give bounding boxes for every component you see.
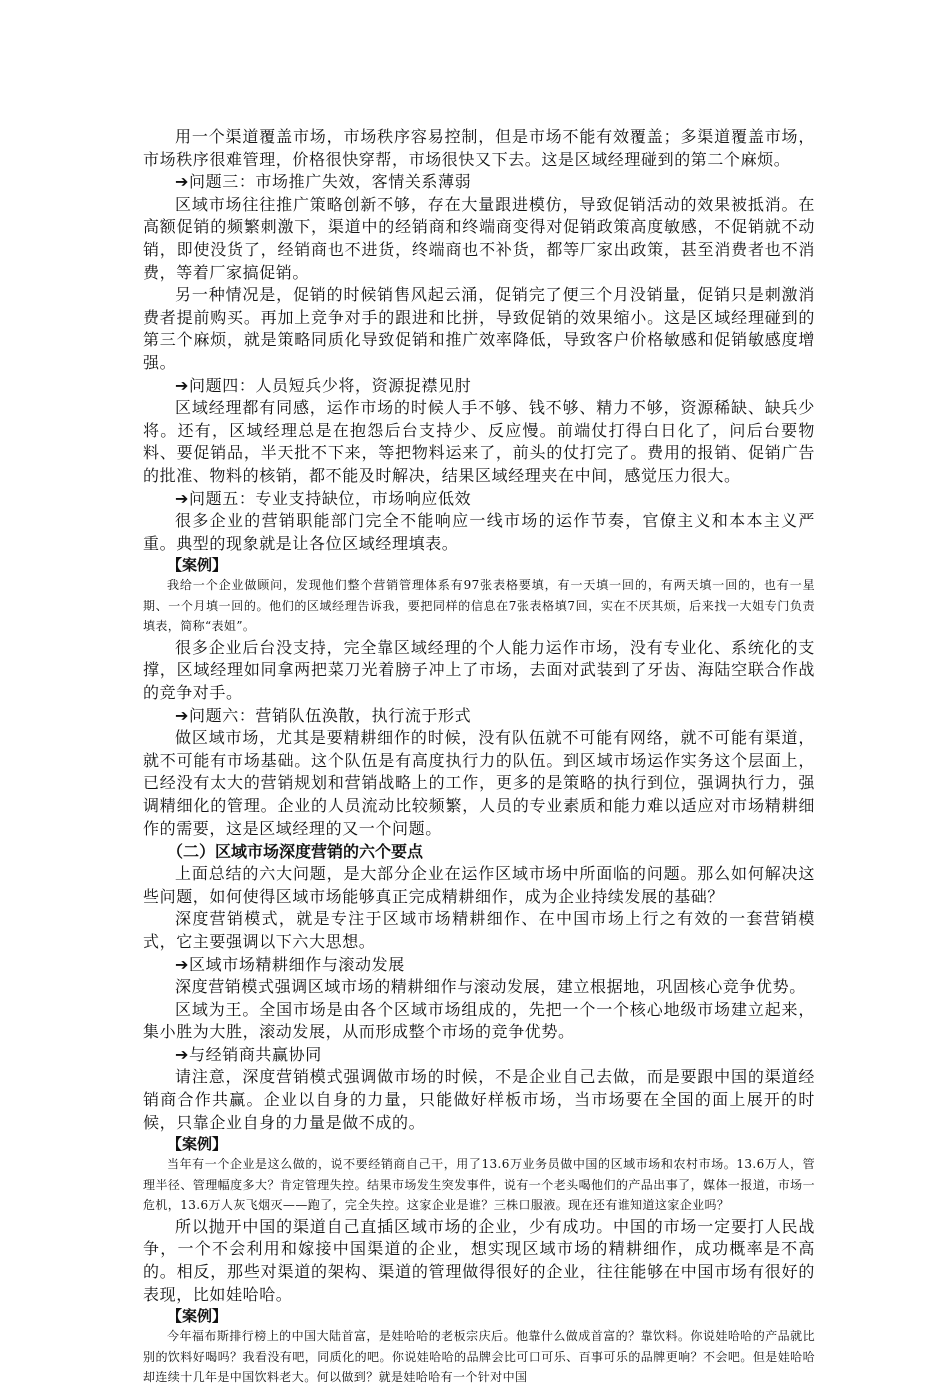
- case-label: 【案例】: [167, 1307, 228, 1326]
- document-page: [143, 126, 815, 1388]
- case-label: 【案例】: [167, 556, 228, 575]
- paragraph: 区域经理都有同感，运作市场的时候人手不够、钱不够、精力不够，资源稀缺、缺兵少将。还有，区域经理总是在抱怨后台支持少、反应慢。前端仗打得白日化了，问后台要物料、要促销品，半天批不下来，等把物料运来了，前头的仗打完了。费用的报销、促销广告的批准、物料的核销，都不能及时解决，结果区域经理夹在中间，感觉压力很大。: [143, 398, 815, 485]
- case-text: 今年福布斯排行榜上的中国大陆首富，是娃哈哈的老板宗庆后。他靠什么做成首富的？靠饮料。你说娃哈哈的产品就比别的饮料好喝吗？我看没有吧，同质化的吧。你说娃哈哈的品牌会比可口可乐、百事可乐的品牌更响？不会吧。但是娃哈哈却连续十几年是中国饮料老大。何以做到？就是娃哈哈有一个针对中国: [143, 1329, 815, 1385]
- arrow-icon: ➔: [175, 375, 190, 395]
- subheading: [143, 1044, 815, 1067]
- paragraph: 请注意，深度营销模式强调做市场的时候，不是企业自己去做，而是要跟中国的渠道经销商合作共赢。企业以自身的力量，只能做好样板市场，当市场要在全国的面上展开的时候，只靠企业自身的力量是做不成的。: [143, 1067, 815, 1132]
- arrow-icon: ➔: [175, 488, 190, 508]
- paragraph: 深度营销模式强调区域市场的精耕细作与滚动发展，建立根据地，巩固核心竞争优势。: [175, 977, 806, 997]
- paragraph: 用一个渠道覆盖市场，市场秩序容易控制，但是市场不能有效覆盖；多渠道覆盖市场，市场秩序很难管理，价格很快穿帮，市场很快又下去。这是区域经理碰到的第二个麻烦。: [143, 127, 815, 169]
- paragraph: 区域市场往往推广策略创新不够，存在大量跟进模仿，导致促销活动的效果被抵消。在高额促销的频繁刺激下，渠道中的经销商和终端商变得对促销政策高度敏感，不促销就不动销，即使没货了，经销商也不进货，终端商也不补货，都等厂家出政策，甚至消费者也不消费，等着厂家搞促销。: [143, 194, 815, 282]
- arrow-icon: ➔: [175, 954, 190, 974]
- paragraph: 深度营销模式，就是专注于区域市场精耕细作、在中国市场上行之有效的一套营销模式，它主要强调以下六大思想。: [143, 909, 815, 951]
- case-label: 【案例】: [167, 1135, 228, 1154]
- subheading-text: 问题三：市场推广失效，客情关系薄弱: [189, 172, 472, 192]
- subheading: [143, 954, 815, 977]
- subheading: [143, 171, 815, 194]
- case-text: 我给一个企业做顾问，发现他们整个营销管理体系有97张表格要填，有一天填一回的，有两天填一回的，也有一星期、一个月填一回的。他们的区域经理告诉我，要把同样的信息在7张表格填7回，实在不厌其烦，后来找一大姐专门负责填表，简称“表姐”。: [143, 578, 815, 634]
- subheading: [143, 488, 815, 511]
- subheading-text: 区域市场精耕细作与滚动发展: [189, 954, 405, 974]
- subheading: [143, 705, 815, 728]
- arrow-icon: ➔: [175, 1044, 190, 1064]
- paragraph: 区域为王。全国市场是由各个区域市场组成的，先把一个一个核心地级市场建立起来，集小胜为大胜，滚动发展，从而形成整个市场的竞争优势。: [143, 999, 815, 1042]
- subheading-text: 问题六：营销队伍涣散，执行流于形式: [189, 705, 472, 725]
- paragraph: 很多企业后台没支持，完全靠区域经理的个人能力运作市场，没有专业化、系统化的支撑，区域经理如同拿两把菜刀光着膀子冲上了市场，去面对武装到了牙齿、海陆空联合作战的竞争对手。: [143, 637, 815, 702]
- subheading-text: 问题四：人员短兵少将，资源捉襟见肘: [189, 375, 472, 395]
- paragraph: 所以抛开中国的渠道自己直插区域市场的企业，少有成功。中国的市场一定要打人民战争，一个不会利用和嫁接中国渠道的企业，想实现区域市场的精耕细作，成功概率是不高的。相反，那些对渠道的架构、渠道的管理做得很好的企业，往往能够在中国市场有很好的表现，比如娃哈哈。: [143, 1216, 815, 1304]
- paragraph: 做区域市场，尤其是要精耕细作的时候，没有队伍就不可能有网络，就不可能有渠道，就不可能有市场基础。这个队伍是有高度执行力的队伍。到区域市场运作实务这个层面上，已经没有太大的营销规划和营销战略上的工作，更多的是策略的执行到位，强调执行力，强调精细化的管理。企业的人员流动比较频繁，人员的专业素质和能力难以适应对市场精耕细作的需要，这是区域经理的又一个问题。: [143, 728, 815, 838]
- arrow-icon: ➔: [175, 172, 190, 192]
- paragraph: 上面总结的六大问题，是大部分企业在运作区域市场中所面临的问题。那么如何解决这些问题，如何使得区域市场能够真正完成精耕细作，成为企业持续发展的基础？: [143, 864, 815, 906]
- arrow-icon: ➔: [175, 705, 190, 725]
- paragraph: 另一种情况是，促销的时候销售风起云涌，促销完了便三个月没销量，促销只是刺激消费者提前购买。再加上竞争对手的跟进和比拼，导致促销的效果缩小。这是区域经理碰到的第三个麻烦，就是策略同质化导致促销和推广效率降低，导致客户价格敏感和促销敏感度增强。: [143, 285, 815, 372]
- case-text: 当年有一个企业是这么做的，说不要经销商自己干，用了13.6万业务员做中国的区域市场和农村市场。13.6万人，管理半径、管理幅度多大？肯定管理失控。结果市场发生突发事件，说有一个老头喝他们的产品出事了，媒体一报道，市场一危机，13.6万人灰飞烟灭——跑了，完全失控。这家企业是谁？三株口服液。现在还有谁知道这家企业吗？: [143, 1157, 815, 1213]
- section-heading: （二）区域市场深度营销的六个要点: [167, 842, 424, 862]
- paragraph: 很多企业的营销职能部门完全不能响应一线市场的运作节奏，官僚主义和本本主义严重。典型的现象就是让各位区域经理填表。: [143, 511, 815, 553]
- subheading: [143, 375, 815, 398]
- subheading-text: 与经销商共赢协同: [189, 1044, 322, 1064]
- subheading-text: 问题五：专业支持缺位，市场响应低效: [189, 488, 472, 508]
